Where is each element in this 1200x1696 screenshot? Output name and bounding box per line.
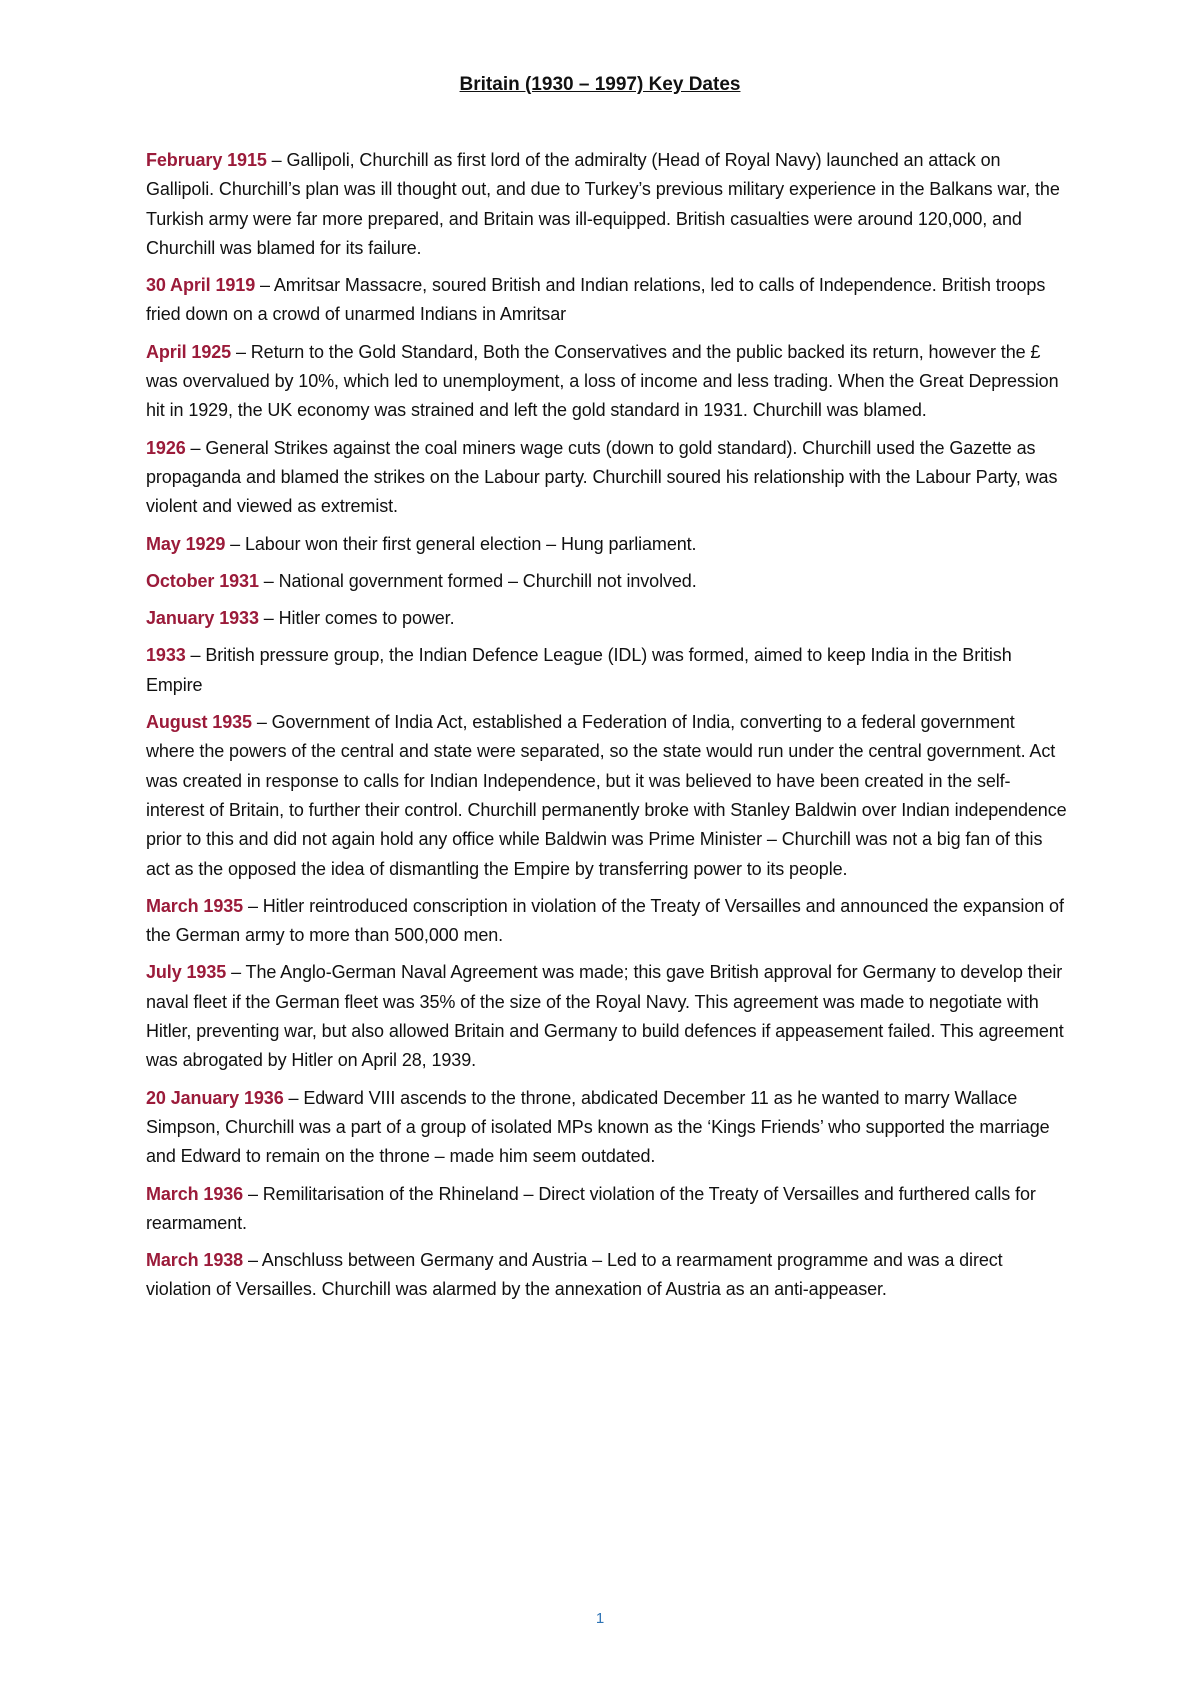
entry-text: – Gallipoli, Churchill as first lord of the admiralty (Head of Royal Navy) launched an attack on Gallipoli. Churchill’s plan was ill thought out, and due to Turkey’s previous military experience in the Balkans war, the Turkish army were far more prepared, and Britain was ill-equipped. British casualties were around 120,000, and Churchill was blamed for its failure. bbox=[146, 150, 1060, 258]
timeline-entry bbox=[146, 1084, 1068, 1172]
timeline-entry bbox=[146, 434, 1068, 522]
entry-text: – Anschluss between Germany and Austria – Led to a rearmament programme and was a direct violation of Versailles. Churchill was alarmed by the annexation of Austria as an anti-appeaser. bbox=[146, 1250, 1003, 1300]
entry-date: 20 January 1936 bbox=[146, 1087, 284, 1108]
entry-text: – National government formed – Churchill not involved. bbox=[258, 570, 697, 591]
entry-text: – British pressure group, the Indian Defence League (IDL) was formed, aimed to keep India in the British Empire bbox=[146, 645, 1012, 695]
entry-date: March 1938 bbox=[146, 1250, 244, 1271]
timeline-entry bbox=[146, 530, 1068, 559]
document-title: Britain (1930 – 1997) Key Dates bbox=[459, 74, 741, 95]
entry-text: – Amritsar Massacre, soured British and Indian relations, led to calls of Independence. British troops fried down on a crowd of unarmed Indians in Amritsar bbox=[146, 275, 1046, 325]
entry-text: – The Anglo-German Naval Agreement was made; this gave British approval for Germany to develop their naval fleet if the German fleet was 35% of the size of the Royal Navy. This agreement was made to negotiate with Hitler, preventing war, but also allowed Britain and Germany to build defences if appeasement failed. This agreement was abrogated by Hitler on April 28, 1939. bbox=[146, 962, 1064, 1071]
timeline-entry bbox=[146, 146, 1068, 263]
entry-date: 30 April 1919 bbox=[146, 275, 256, 296]
entry-text: – Hitler reintroduced conscription in violation of the Treaty of Versailles and announced the expansion of the German army to more than 500,000 men. bbox=[146, 895, 1064, 946]
timeline-entry bbox=[146, 641, 1068, 700]
entry-date: January 1933 bbox=[146, 608, 259, 629]
entry-date: May 1929 bbox=[146, 533, 226, 554]
timeline-entry bbox=[146, 1180, 1068, 1239]
entry-text: – General Strikes against the coal miners wage cuts (down to gold standard). Churchill used the Gazette as propaganda and blamed the strikes on the Labour party. Churchill soured his relationship with the Labour Party, was violent and viewed as extremist. bbox=[146, 437, 1058, 517]
key-dates-list bbox=[146, 146, 1068, 1313]
timeline-entry bbox=[146, 892, 1068, 951]
timeline-entry bbox=[146, 708, 1068, 884]
timeline-entry bbox=[146, 604, 1068, 633]
entry-date: March 1936 bbox=[146, 1183, 244, 1204]
entry-text: – Hitler comes to power. bbox=[258, 608, 455, 629]
entry-date: 1926 bbox=[146, 437, 186, 458]
entry-date: April 1925 bbox=[146, 341, 232, 362]
entry-date: October 1931 bbox=[146, 570, 259, 591]
entry-text: – Remilitarisation of the Rhineland – Direct violation of the Treaty of Versailles and furthered calls for rearmament. bbox=[146, 1183, 1036, 1233]
entry-text: – Labour won their first general election – Hung parliament. bbox=[225, 533, 697, 554]
entry-text: – Government of India Act, established a Federation of India, converting to a federal government where the powers of the central and state were separated, so the state would run under the central government. Act was created in response to calls for Indian Independence, but it was believed to have been created in the self-interest of Britain, to further their control. Churchill permanently broke with Stanley Baldwin over Indian independence prior to this and did not again hold any office while Baldwin was Prime Minister – Churchill was not a big fan of this act as the opposed the idea of dismantling the Empire by transferring power to its people. bbox=[146, 712, 1067, 879]
timeline-entry bbox=[146, 567, 1068, 596]
timeline-entry bbox=[146, 1246, 1068, 1305]
timeline-entry bbox=[146, 338, 1068, 426]
page-number: 1 bbox=[595, 1610, 605, 1627]
timeline-entry bbox=[146, 958, 1068, 1075]
entry-date: August 1935 bbox=[146, 712, 252, 733]
entry-date: March 1935 bbox=[146, 895, 244, 916]
entry-date: February 1915 bbox=[146, 150, 267, 170]
entry-text: – Return to the Gold Standard, Both the Conservatives and the public backed its return, however the £ was overvalued by 10%, which led to unemployment, a loss of income and less trading. When the Great Depression hit in 1929, the UK economy was strained and left the gold standard in 1931. Churchill was blamed. bbox=[146, 341, 1059, 421]
entry-date: July 1935 bbox=[146, 962, 227, 983]
entry-text: – Edward VIII ascends to the throne, abdicated December 11 as he wanted to marry Wallace Simpson, Churchill was a part of a group of isolated MPs known as the ‘Kings Friends’ who supported the marriage and Edward to remain on the throne – made him seem outdated. bbox=[146, 1087, 1050, 1167]
entry-date: 1933 bbox=[146, 645, 186, 666]
timeline-entry bbox=[146, 271, 1068, 330]
